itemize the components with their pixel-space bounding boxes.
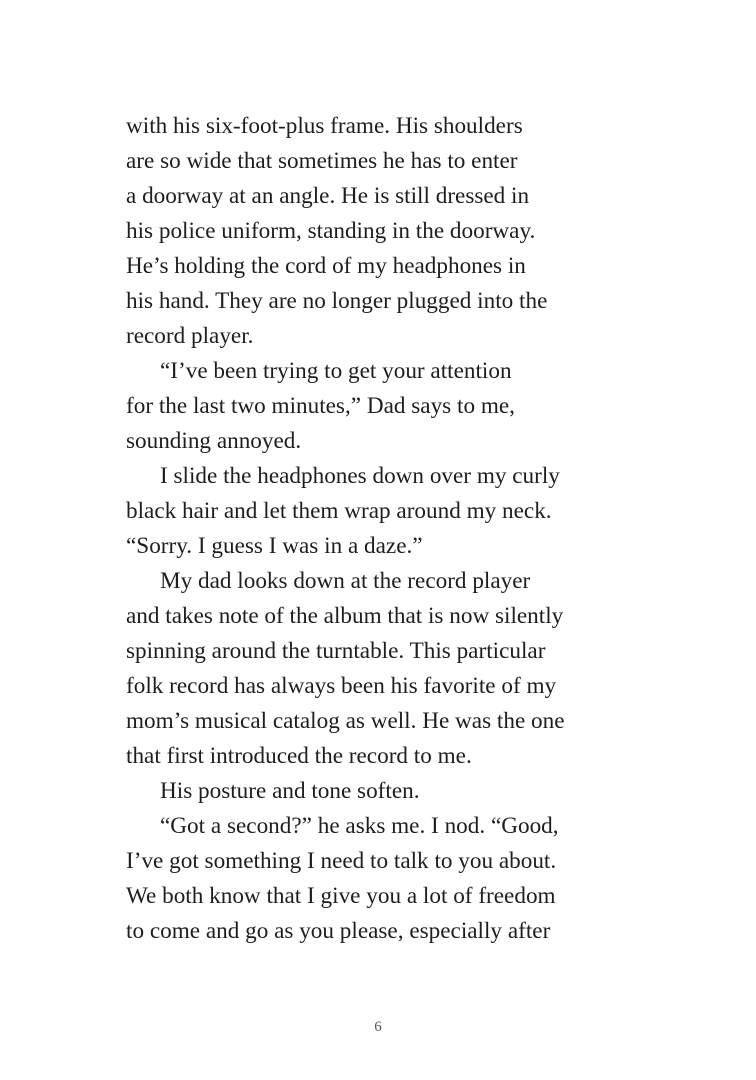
text-line: his hand. They are no longer plugged into the	[126, 288, 548, 314]
text-line: that first introduced the record to me.	[126, 743, 472, 769]
text-line: black hair and let them wrap around my neck.	[126, 498, 552, 524]
text-line: and takes note of the album that is now silently	[126, 603, 564, 629]
body-text	[126, 109, 606, 949]
text-line: are so wide that sometimes he has to enter	[126, 148, 518, 174]
text-line: “Sorry. I guess I was in a daze.”	[126, 533, 423, 559]
text-line: “I’ve been trying to get your attention	[160, 358, 512, 384]
text-line: folk record has always been his favorite of my	[126, 673, 557, 699]
page-number: 6	[374, 1019, 382, 1035]
text-line: spinning around the turntable. This particular	[126, 638, 546, 664]
text-line: record player.	[126, 323, 254, 349]
text-line: “Got a second?” he asks me. I nod. “Good,	[160, 813, 559, 839]
text-line: to come and go as you please, especially after	[126, 918, 551, 944]
text-line: I’ve got something I need to talk to you about.	[126, 848, 557, 874]
text-line: His posture and tone soften.	[160, 778, 420, 804]
text-line: his police uniform, standing in the doorway.	[126, 218, 536, 244]
text-line: a doorway at an angle. He is still dressed in	[126, 183, 530, 209]
text-line: My dad looks down at the record player	[160, 568, 531, 594]
text-line: We both know that I give you a lot of freedom	[126, 883, 556, 909]
text-line: sounding annoyed.	[126, 428, 302, 454]
text-line: for the last two minutes,” Dad says to me,	[126, 393, 515, 419]
text-line: He’s holding the cord of my headphones in	[126, 253, 526, 279]
text-line: I slide the headphones down over my curly	[160, 463, 560, 489]
text-line: mom’s musical catalog as well. He was the one	[126, 708, 565, 734]
text-line: with his six-foot-plus frame. His shoulders	[126, 113, 523, 139]
